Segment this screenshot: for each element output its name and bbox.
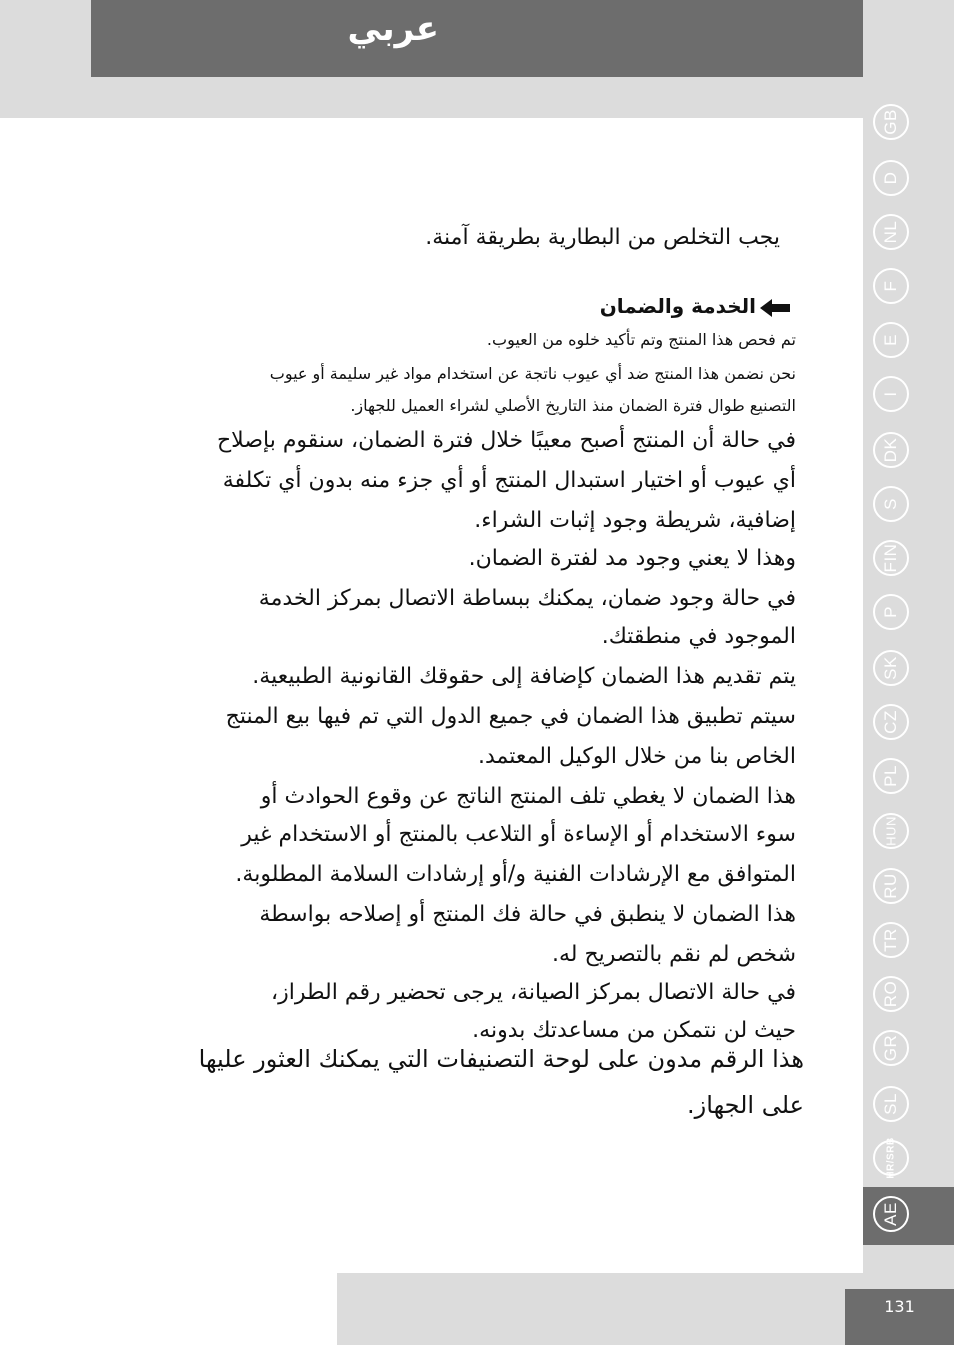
- page-body-bottom: [0, 1273, 337, 1345]
- header-bar: [91, 0, 863, 77]
- tab-pl[interactable]: PL: [873, 758, 909, 794]
- tab-tr[interactable]: TR: [873, 922, 909, 958]
- page-number: 131: [884, 1297, 915, 1316]
- intro-paragraph: تم فحص هذا المنتج وتم تأكيد خلوه من العيوب. نحن نضمن هذا المنتج ضد أي عيوب ناتجة عن استخدام مواد غير سليمة أو عيوب التصنيع طوال فترة الضمان منذ التاريخ الأصلي لشراء العميل للجهاز.: [269, 330, 796, 415]
- tab-fin[interactable]: FIN: [873, 540, 909, 576]
- tab-p[interactable]: P: [873, 594, 909, 630]
- tab-sl[interactable]: SL: [873, 1086, 909, 1122]
- tab-dk[interactable]: DK: [873, 432, 909, 468]
- tab-s[interactable]: S: [873, 486, 909, 522]
- tab-i[interactable]: I: [873, 376, 909, 412]
- tab-d[interactable]: D: [873, 160, 909, 196]
- page-title: عربي: [347, 9, 439, 49]
- arrow-left-icon: [760, 299, 790, 317]
- tab-ro[interactable]: RO: [873, 976, 909, 1012]
- tab-ae[interactable]: AE: [873, 1196, 909, 1232]
- warranty-body: في حالة أن المنتج أصبح معيبًا خلال فترة الضمان، سنقوم بإصلاح أي عيوب أو اختيار استبدال المنتج أو أي جزء منه بدون أي تكلفة إضافية، شريطة وجود إثبات الشراء. وهذا لا يعني وجود مد لفترة الضمان. في حالة وجود ضمان، يمكنك ببساطة الاتصال بمركز الخدمة الموجود في منطقتك. يتم تقديم هذا الضمان كإضافة إلى حقوقك القانونية الطبيعية. سيتم تطبيق هذا الضمان في جميع الدول التي تم فيها بيع المنتج الخاص بنا من خلال الوكيل المعتمد. هذا الضمان لا يغطي تلف المنتج الناتج عن وقوع الحوادث أو سوء الاستخدام أو الإساءة أو التلاعب بالمنتج أو الاستخدام غير المتوافق مع الإرشادات الفنية و/أو إرشادات السلامة المطلوبة. هذا الضمان لا ينطبق في حالة فك المنتج أو إصلاحه بواسطة شخص لم نقم بالتصريح له. في حالة الاتصال بمركز الصيانة، يرجى تحضير رقم الطراز، حيث لن نتمكن من مساعدتك بدونه.: [216, 428, 796, 1043]
- closing-paragraph: هذا الرقم مدون على لوحة التصنيفات التي يمكنك العثور عليها على الجهاز.: [198, 1045, 804, 1119]
- tab-hun[interactable]: HUN: [873, 813, 909, 849]
- tab-e[interactable]: E: [873, 322, 909, 358]
- tab-sk[interactable]: SK: [873, 650, 909, 686]
- page-number-box: [845, 1289, 954, 1345]
- tab-gr[interactable]: GR: [873, 1030, 909, 1066]
- tab-nl[interactable]: NL: [873, 214, 909, 250]
- tab-ru[interactable]: RU: [873, 868, 909, 904]
- tab-hr-srb[interactable]: HR/SRB: [873, 1140, 909, 1176]
- tab-cz[interactable]: CZ: [873, 704, 909, 740]
- tab-f[interactable]: F: [873, 268, 909, 304]
- tab-gb[interactable]: GB: [873, 104, 909, 140]
- section-heading: الخدمة والضمان: [500, 294, 790, 328]
- battery-note: يجب التخلص من البطارية بطريقة آمنة.: [425, 225, 780, 250]
